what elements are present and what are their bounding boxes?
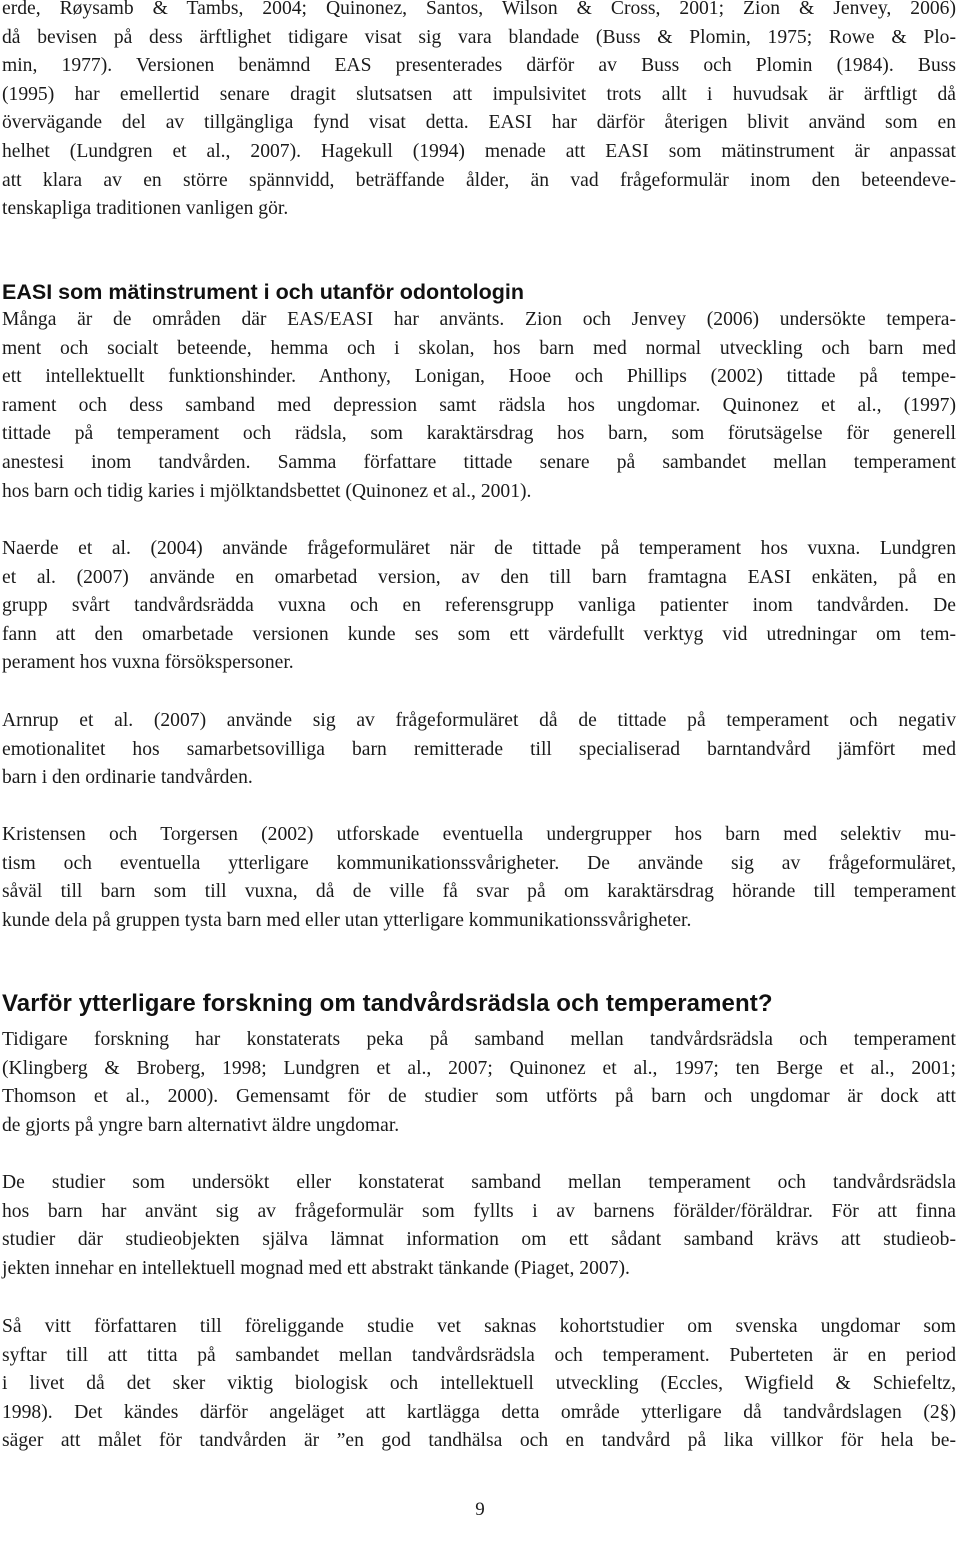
text-line: jekten innehar en intellektuell mognad med ett abstrakt tänkande (Piaget, 2007).	[2, 1257, 630, 1279]
text-line: De studier som undersökt eller konstaterat samband mellan temperament och tandvårdsrädsla	[2, 1172, 956, 1193]
text-line: barn i den ordinarie tandvården.	[2, 767, 253, 789]
text-line: (1995) har emellertid senare dragit slutsatsen att impulsivitet trots allt i huvudsak är ärftligt då	[2, 83, 956, 105]
text-line: att klara av en större spännvidd, beträffande ålder, än vad frågeformulär inom den beteendeve-	[2, 169, 956, 191]
text-line: 1998). Det kändes därför angeläget att kartlägga detta område ytterligare då tandvårdslagen (2§)	[2, 1401, 956, 1423]
text-line: hos barn har använt sig av frågeformulär som fyllts i av barnens förälder/föräldrar. För att finna	[2, 1200, 956, 1222]
section-heading: Varför ytterligare forskning om tandvårdsrädsla och temperament?	[2, 990, 773, 1017]
text-line: emotionalitet hos samarbetsovilliga barn remitterade till specialiserad barntandvård jämfört med	[2, 738, 956, 760]
text-line: såväl till barn som till vuxna, då de ville få svar på om karaktärsdrag hörande till temperament	[2, 881, 956, 903]
text-line: rament och dess samband med depression samt rädsla hos ungdomar. Quinonez et al., (1997)	[2, 394, 956, 416]
text-line: tittade på temperament och rädsla, som karaktärsdrag hos barn, som förutsägelse för generell	[2, 423, 956, 445]
text-line: anestesi inom tandvården. Samma författare tittade senare på sambandet mellan temperament	[2, 452, 956, 473]
text-line: et al. (2007) använde en omarbetad version, av den till barn framtagna EASI enkäten, på en	[2, 566, 956, 588]
text-line: Thomson et al., 2000). Gemensamt för de studier som utförts på barn och ungdomar är dock att	[2, 1086, 956, 1108]
text-line: de gjorts på yngre barn alternativt äldre ungdomar.	[2, 1114, 400, 1136]
text-line: erde, Røysamb & Tambs, 2004; Quinonez, Santos, Wilson & Cross, 2001; Zion & Jenvey, 2006)	[2, 0, 956, 19]
page-number: 9	[475, 1499, 485, 1520]
text-line: helhet (Lundgren et al., 2007). Hagekull (1994) menade att EASI som mätinstrument är anpassat	[2, 141, 956, 162]
text-line: grupp svårt tandvårdsrädda vuxna och en referensgrupp vanliga patienter inom tandvården. De	[2, 595, 956, 617]
text-line: Många är de områden där EAS/EASI har använts. Zion och Jenvey (2006) undersökte tempera-	[2, 309, 956, 330]
text-line: Naerde et al. (2004) använde frågeformuläret när de tittade på temperament hos vuxna. Lundgren	[2, 538, 956, 559]
text-line: övervägande del av tillgängliga fynd visat detta. EASI har därför återigen blivit använd som en	[2, 112, 956, 134]
text-line: studier där studieobjekten själva lämnat information om ett sådant samband krävs att studieob-	[2, 1229, 956, 1251]
text-line: Så vitt författaren till föreliggande studie vet saknas kohortstudier om svenska ungdomar som	[2, 1316, 956, 1337]
text-line: syftar till att titta på sambandet mellan tandvårdsrädsla och temperament. Puberteten är en period	[2, 1344, 956, 1366]
text-line: då bevisen på dess ärftlighet tidigare visat sig vara blandade (Buss & Plomin, 1975; Rowe & Plo-	[2, 26, 956, 48]
section-heading: EASI som mätinstrument i och utanför odontologin	[2, 280, 524, 304]
text-line: kunde dela på gruppen tysta barn med eller utan ytterligare kommunikationssvårigheter.	[2, 909, 692, 931]
text-line: ment och socialt beteende, hemma och i skolan, hos barn med normal utveckling och barn med	[2, 337, 956, 359]
text-line: i livet då det sker viktig biologisk och intellektuell utveckling (Eccles, Wigfield & Schiefeltz,	[2, 1373, 956, 1395]
text-line: fann att den omarbetade versionen kunde ses som ett värdefullt verktyg vid utredningar om tem-	[2, 623, 956, 645]
text-line: perament hos vuxna försökspersoner.	[2, 652, 294, 674]
text-line: Kristensen och Torgersen (2002) utforskade eventuella undergrupper hos barn med selektiv mu-	[2, 824, 956, 845]
text-line: tenskapliga traditionen vanligen gör.	[2, 198, 289, 220]
text-line: hos barn och tidig karies i mjölktandsbettet (Quinonez et al., 2001).	[2, 480, 532, 502]
text-line: säger att målet för tandvården är ”en god tandhälsa och en tandvård på lika villkor för hela be-	[2, 1430, 956, 1452]
text-line: tism och eventuella ytterligare kommunikationssvårigheter. De använde sig av frågeformuläret,	[2, 852, 956, 874]
text-line: (Klingberg & Broberg, 1998; Lundgren et al., 2007; Quinonez et al., 1997; ten Berge et al., 2001;	[2, 1057, 956, 1079]
text-line: Arnrup et al. (2007) använde sig av frågeformuläret då de tittade på temperament och negativ	[2, 710, 956, 731]
text-line: Tidigare forskning har konstaterats peka på samband mellan tandvårdsrädsla och temperament	[2, 1029, 956, 1050]
text-line: ett intellektuellt funktionshinder. Anthony, Lonigan, Hooe och Phillips (2002) tittade på tempe-	[2, 366, 956, 388]
text-line: min, 1977). Versionen benämnd EAS presenterades därför av Buss och Plomin (1984). Buss	[2, 55, 956, 77]
